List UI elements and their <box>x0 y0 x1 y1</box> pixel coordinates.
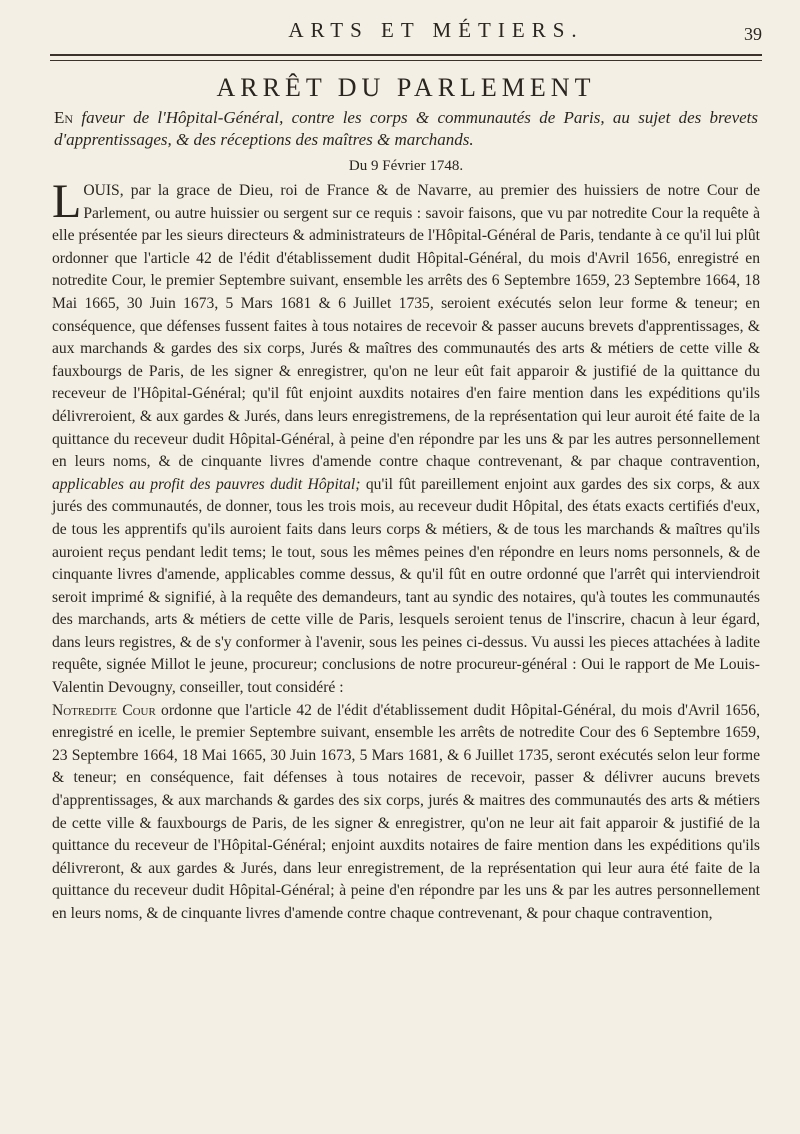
running-head <box>50 18 762 48</box>
header-rule <box>50 54 762 61</box>
paragraph-1-text-a: , par la grace de Dieu, roi de France & de Navarre, au premier des huissiers de notre Cour de Parlement, ou autre huissier ou sergent sur ce requis : savoir faisons, que vu par notredite Cour la requête à elle présentée par les sieurs directeurs & administrateurs de l'Hôpital-Général de Paris, tendante à ce qu'il lui plût ordonner que l'article 42 de l'édit d'établissement dudit Hôpital-Général, du mois d'Avril 1656, enregistré en notredite Cour, le premier Septembre suivant, ensemble les arrêts des 6 Septembre 1659, 23 Septembre 1664, 18 Mai 1665, 30 Juin 1673, 5 Mars 1681 & 6 Juillet 1735, seroient exécutés selon leur forme & teneur; en conséquence, que défenses fussent faites à tous notaires de recevoir & passer aucuns brevets d'apprentissages, & aux marchands & gardes des six corps, Jurés & maîtres des communautés des arts & métiers de cette ville & fauxbourgs de Paris, de les signer & enregistrer, qu'on ne leur eût fait apparoir & justifié de la quittance du receveur de l'Hôpital-Général; qu'il fût enjoint auxdits notaires d'en faire mention dans les expéditions qu'ils délivreroient, & aux gardes & Jurés, dans leurs enregistremens, de la représentation qui leur auroit été faite de la quittance du receveur dudit Hôpital-Général, à peine d'en répondre par les uns & par les autres personnellement en leurs noms, & de cinquante livres d'amende contre chaque contrevenant, & par chaque contravention, <box>52 182 760 471</box>
opening-word: OUIS <box>83 182 120 199</box>
paragraph-1 <box>52 175 760 700</box>
page-number: 39 <box>744 24 762 44</box>
book-page <box>50 18 762 926</box>
paragraph-2-lead: Notredite Cour <box>52 701 156 719</box>
subtitle-lead: En <box>54 108 74 127</box>
subtitle-text: faveur de l'Hôpital-Général, contre les corps & communautés de Paris, au sujet des brevets d'apprentissages, & des réceptions des maîtres & marchands. <box>54 108 759 149</box>
document-heading: ARRÊT DU PARLEMENT <box>216 73 596 102</box>
running-title: ARTS ET MÉTIERS. <box>288 18 584 42</box>
drop-cap: L <box>52 175 82 228</box>
document-date: Du 9 Février 1748. <box>348 158 464 174</box>
document-body <box>50 175 762 926</box>
paragraph-1-text-b: qu'il fût pareillement enjoint aux gardes des six corps, & aux jurés des communautés, de donner, tous les trois mois, au receveur dudit Hôpital, des états exacts certifiés d'eux, de tous les apprentifs qu'ils auroient faits dans leurs corps & métiers, & de tous les marchands & maîtres qu'ils auroient reçus pendant ledit tems; le tout, sous les mêmes peines d'en répondre en leurs noms personnels, & de cinquante livres d'amende, applicables comme dessus, & qu'il fût en outre ordonné que l'arrêt qui interviendroit seroit imprimé & signifié, à la requête des demandeurs, tant au syndic des notaires, qu'à toutes les communautés des marchands, arts & métiers de cette ville de Paris, lesquels seroient tenus de l'inscrire, chacun à leur égard, dans leurs registres, & de s'y conformer à l'avenir, sous les peines ci-dessus. Vu aussi les pieces attachées à ladite requête, signée Millot le jeune, procureur; conclusions de notre procureur-général : Oui le rapport de Me Louis-Valentin Devougny, conseiller, tout considéré : <box>52 475 760 697</box>
paragraph-1-italic: applicables au profit des pauvres dudit Hôpital; <box>52 475 361 493</box>
paragraph-2 <box>52 700 760 926</box>
paragraph-2-text: ordonne que l'article 42 de l'édit d'établissement dudit Hôpital-Général, du mois d'Avril 1656, enregistré en icelle, le premier Septembre suivant, ensemble les arrêts de notredite Cour des 6 Septembre 1659, 23 Septembre 1664, 18 Mai 1665, 30 Juin 1673, 5 Mars 1681, & 6 Juillet 1735, seront exécutés selon leur forme & teneur; en conséquence, fait défenses à tous notaires de recevoir, passer & délivrer aucuns brevets d'apprentissages, & aux marchands & gardes des six corps, jurés & maitres des communautés des arts & métiers de cette ville & fauxbourgs de Paris, de les signer & enregistrer, qu'on ne leur ait fait apparoir & justifié de la quittance du receveur de l'Hôpital-Général; enjoint auxdits notaires de faire mention dans les expéditions qu'ils délivreront, & aux gardes & Jurés, dans leur enregistrement, de la représentation qui leur aura été faite de la quittance du receveur dudit Hôpital-Général; à peine d'en répondre par les uns & par les autres personnellement en leurs noms, & de cinquante livres d'amende contre chaque contrevenant, & pour chaque contravention, <box>52 701 760 922</box>
document-subtitle <box>54 107 758 151</box>
